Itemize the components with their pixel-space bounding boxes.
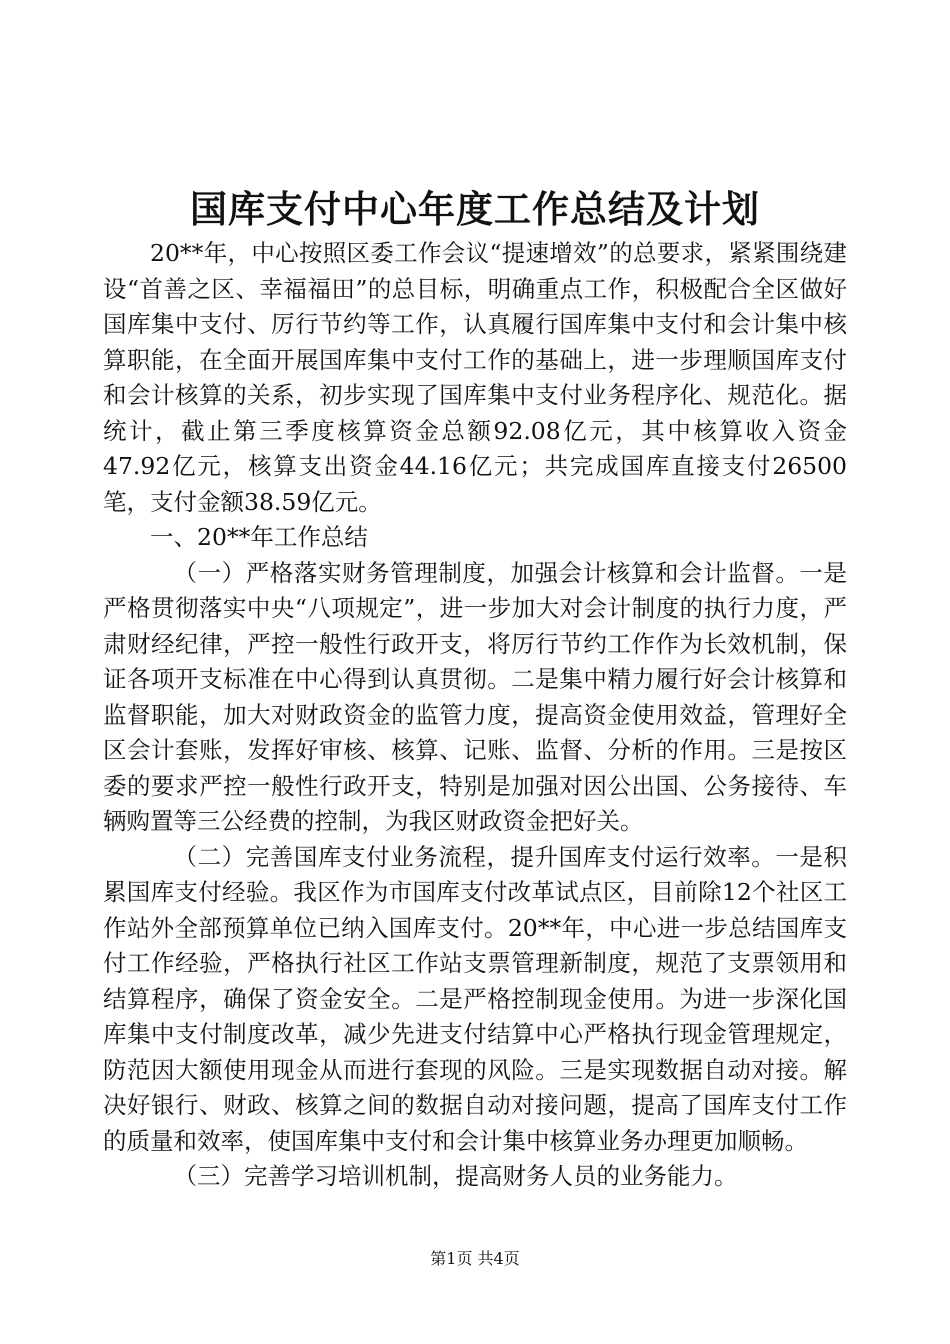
subsection-paragraph-2: （二）完善国库支付业务流程，提升国库支付运行效率。一是积累国库支付经验。我区作为市国库支付改革试点区，目前除12个社区工作站外全部预算单位已纳入国库支付。20**年，中心进一步总结国库支付工作经验，严格执行社区工作站支票管理新制度，规范了支票领用和结算程序，确保了资金安全。二是严格控制现金使用。为进一步深化国库集中支付制度改革，减少先进支付结算中心严格执行现金管理规定，防范因大额使用现金从而进行套现的风险。三是实现数据自动对接。解决好银行、财政、核算之间的数据自动对接问题，提高了国库支付工作的质量和效率，使国库集中支付和会计集中核算业务办理更加顺畅。: [103, 842, 847, 1155]
subsection-paragraph-1: （一）严格落实财务管理制度，加强会计核算和会计监督。一是严格贯彻落实中央“八项规定”，进一步加大对会计制度的执行力度，严肃财经纪律，严控一般性行政开支，将厉行节约工作作为长效机制，保证各项开支标准在中心得到认真贯彻。二是集中精力履行好会计核算和监督职能，加大对财政资金的监管力度，提高资金使用效益，管理好全区会计套账，发挥好审核、核算、记账、监督、分析的作用。三是按区委的要求严控一般性行政开支，特别是加强对因公出国、公务接待、车辆购置等三公经费的控制，为我区财政资金把好关。: [103, 558, 847, 835]
subsection-paragraph-3: （三）完善学习培训机制，提高财务人员的业务能力。: [173, 1162, 738, 1190]
document-body: [103, 236, 847, 1195]
intro-paragraph: 20**年，中心按照区委工作会议“提速增效”的总要求，紧紧围绕建设“首善之区、幸福福田”的总目标，明确重点工作，积极配合全区做好国库集中支付、厉行节约等工作，认真履行国库集中支付和会计集中核算职能，在全面开展国库集中支付工作的基础上，进一步理顺国库支付和会计核算的关系，初步实现了国库集中支付业务程序化、规范化。据统计，截止第三季度核算资金总额92.08亿元，其中核算收入资金47.92亿元，核算支出资金44.16亿元；共完成国库直接支付26500笔，支付金额38.59亿元。: [103, 239, 847, 516]
page-footer: 第1页 共4页: [430, 1249, 520, 1268]
section-heading: 一、20**年工作总结: [150, 523, 368, 551]
document-title: 国库支付中心年度工作总结及计划: [190, 187, 760, 231]
